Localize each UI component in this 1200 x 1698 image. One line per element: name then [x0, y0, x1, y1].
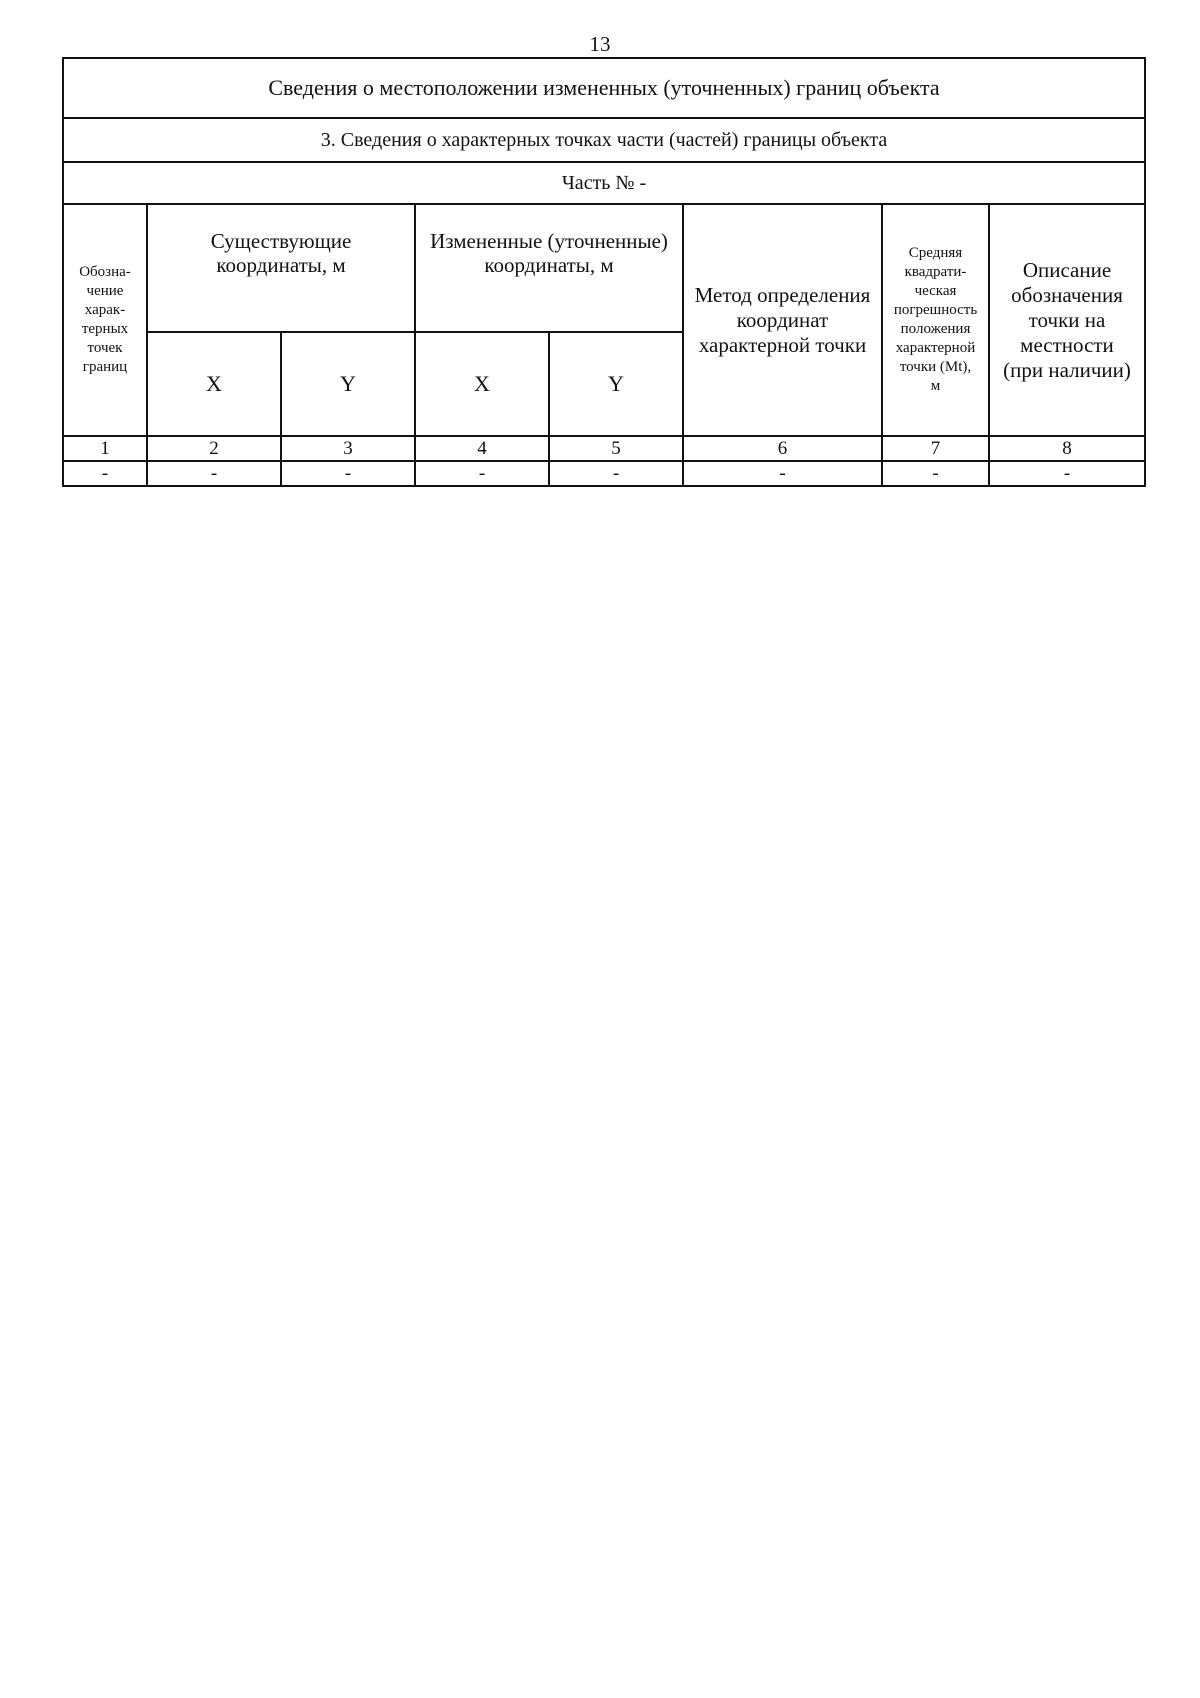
- table-cell: -: [147, 461, 281, 486]
- table-cell: -: [281, 461, 415, 486]
- table-cell: -: [683, 461, 882, 486]
- header-existing-y: Y: [281, 332, 415, 436]
- header-changed-x: X: [415, 332, 549, 436]
- table-cell: -: [989, 461, 1145, 486]
- table-cell: -: [882, 461, 989, 486]
- header-designation: [63, 204, 147, 436]
- column-number: 3: [281, 436, 415, 461]
- table-cell: -: [63, 461, 147, 486]
- column-number: 2: [147, 436, 281, 461]
- table-row: [63, 461, 1145, 486]
- header-description-text: Описание обозначения точки на местности (при наличии): [1003, 257, 1131, 382]
- column-number: 8: [989, 436, 1145, 461]
- header-existing-coordinates: [147, 204, 415, 332]
- column-number: 1: [63, 436, 147, 461]
- header-error-text: Средняя квадрати- ческая погрешность положения характерной точки (Mt), м: [893, 245, 978, 394]
- page-number: 13: [589, 32, 611, 56]
- table-cell: -: [549, 461, 683, 486]
- header-designation-text: Обозна- чение харак- терных точек границ: [79, 264, 131, 375]
- column-number: 6: [683, 436, 882, 461]
- header-method-text: Метод определения координат характерной точки: [694, 282, 871, 357]
- header-existing-x: X: [147, 332, 281, 436]
- section-heading: 3. Сведения о характерных точках части (частей) границы объекта: [63, 118, 1145, 162]
- column-number: 4: [415, 436, 549, 461]
- header-error: [882, 204, 989, 436]
- table-title: Сведения о местоположении измененных (уточненных) границ объекта: [63, 58, 1145, 118]
- part-label: Часть № -: [63, 162, 1145, 204]
- header-changed-y: Y: [549, 332, 683, 436]
- column-number-row: [63, 436, 1145, 461]
- header-existing-text: Существующие координаты, м: [210, 229, 352, 277]
- boundary-points-table: [62, 57, 1146, 487]
- part-row: [63, 162, 1145, 204]
- table-cell: -: [415, 461, 549, 486]
- header-changed-text: Измененные (уточненные) координаты, м: [430, 229, 668, 277]
- section-row: [63, 118, 1145, 162]
- header-changed-coordinates: [415, 204, 683, 332]
- column-number: 5: [549, 436, 683, 461]
- header-description: [989, 204, 1145, 436]
- header-row-1: [63, 204, 1145, 332]
- column-number: 7: [882, 436, 989, 461]
- table-title-row: [63, 58, 1145, 118]
- header-method: [683, 204, 882, 436]
